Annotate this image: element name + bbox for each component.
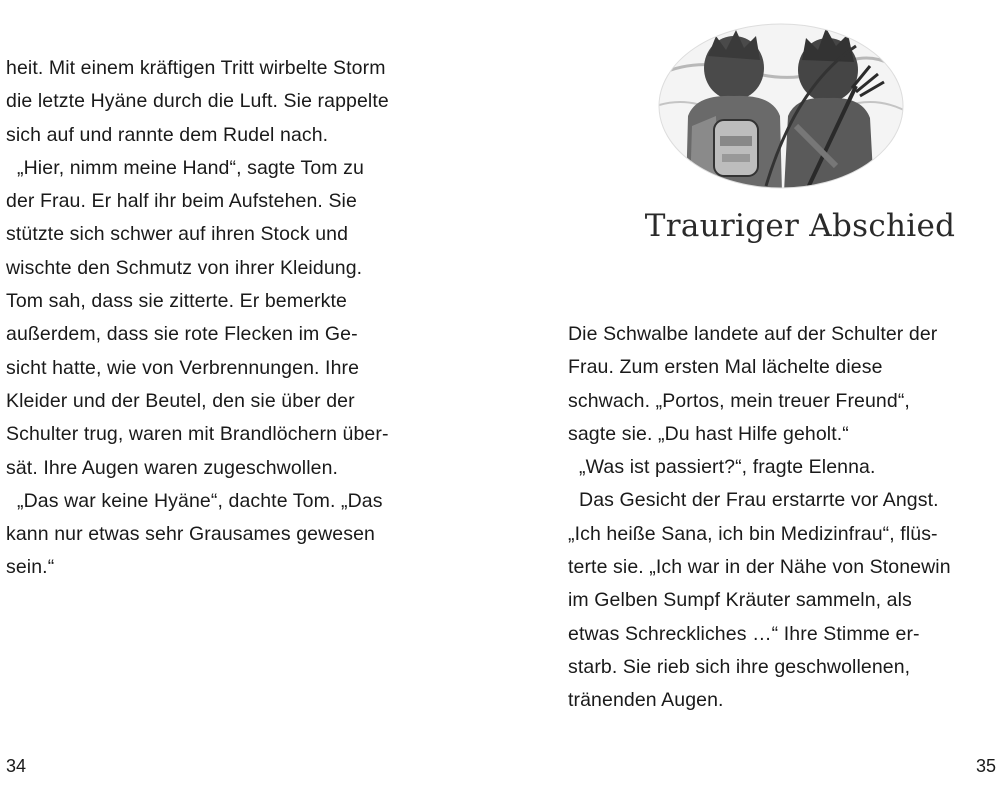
text-line: Tom sah, dass sie zitterte. Er bemerkte (6, 290, 347, 313)
text-line: etwas Schreckliches …“ Ihre Stimme er- (568, 622, 920, 645)
text-line: heit. Mit einem kräftigen Tritt wirbelte Storm (6, 57, 386, 79)
text-line: terte sie. „Ich war in der Nähe von Stonewin (568, 556, 951, 579)
page-number-left: 34 (6, 756, 27, 776)
text-line: „Was ist passiert?“, fragte Elenna. (568, 456, 876, 479)
text-line: Die Schwalbe landete auf der Schulter der (568, 323, 938, 345)
text-line: schwach. „Portos, mein treuer Freund“, (568, 389, 910, 412)
left-page (0, 0, 470, 800)
text-line: außerdem, dass sie rote Flecken im Ge- (6, 323, 358, 346)
text-line: sagte sie. „Du hast Hilfe geholt.“ (568, 422, 849, 445)
right-page (520, 0, 1000, 800)
text-line: der Frau. Er half ihr beim Aufstehen. Sie (6, 190, 357, 213)
text-line: sicht hatte, wie von Verbrennungen. Ihre (6, 356, 360, 379)
text-line: wischte den Schmutz von ihrer Kleidung. (6, 256, 363, 279)
text-line: stützte sich schwer auf ihren Stock und (6, 223, 349, 246)
text-line: „Ich heiße Sana, ich bin Medizinfrau“, flüs- (568, 522, 938, 545)
text-line: Kleider und der Beutel, den sie über der (6, 389, 355, 412)
text-line: Das Gesicht der Frau erstarrte vor Angst. (568, 489, 939, 512)
text-line: sät. Ihre Augen waren zugeschwollen. (6, 456, 339, 479)
text-line: „Hier, nimm meine Hand“, sagte Tom zu (6, 156, 364, 179)
text-line: die letzte Hyäne durch die Luft. Sie rappelte (6, 90, 389, 113)
page-number-right: 35 (975, 756, 996, 776)
text-line: kann nur etwas sehr Grausames gewesen (6, 523, 375, 546)
text-line: sich auf und rannte dem Rudel nach. (6, 123, 329, 146)
left-page-body (6, 52, 446, 585)
text-line: sein.“ (6, 556, 55, 579)
text-line: starb. Sie rieb sich ihre geschwollenen, (568, 655, 911, 678)
text-line: tränenden Augen. (568, 689, 724, 712)
chapter-illustration (656, 16, 906, 192)
right-page-body (568, 318, 1000, 718)
text-line: „Das war keine Hyäne“, dachte Tom. „Das (6, 489, 383, 512)
text-line: im Gelben Sumpf Kräuter sammeln, als (568, 589, 912, 612)
text-line: Schulter trug, waren mit Brandlöchern über- (6, 423, 389, 446)
text-line: Frau. Zum ersten Mal lächelte diese (568, 356, 883, 379)
chapter-title: Trauriger Abschied (644, 208, 956, 244)
